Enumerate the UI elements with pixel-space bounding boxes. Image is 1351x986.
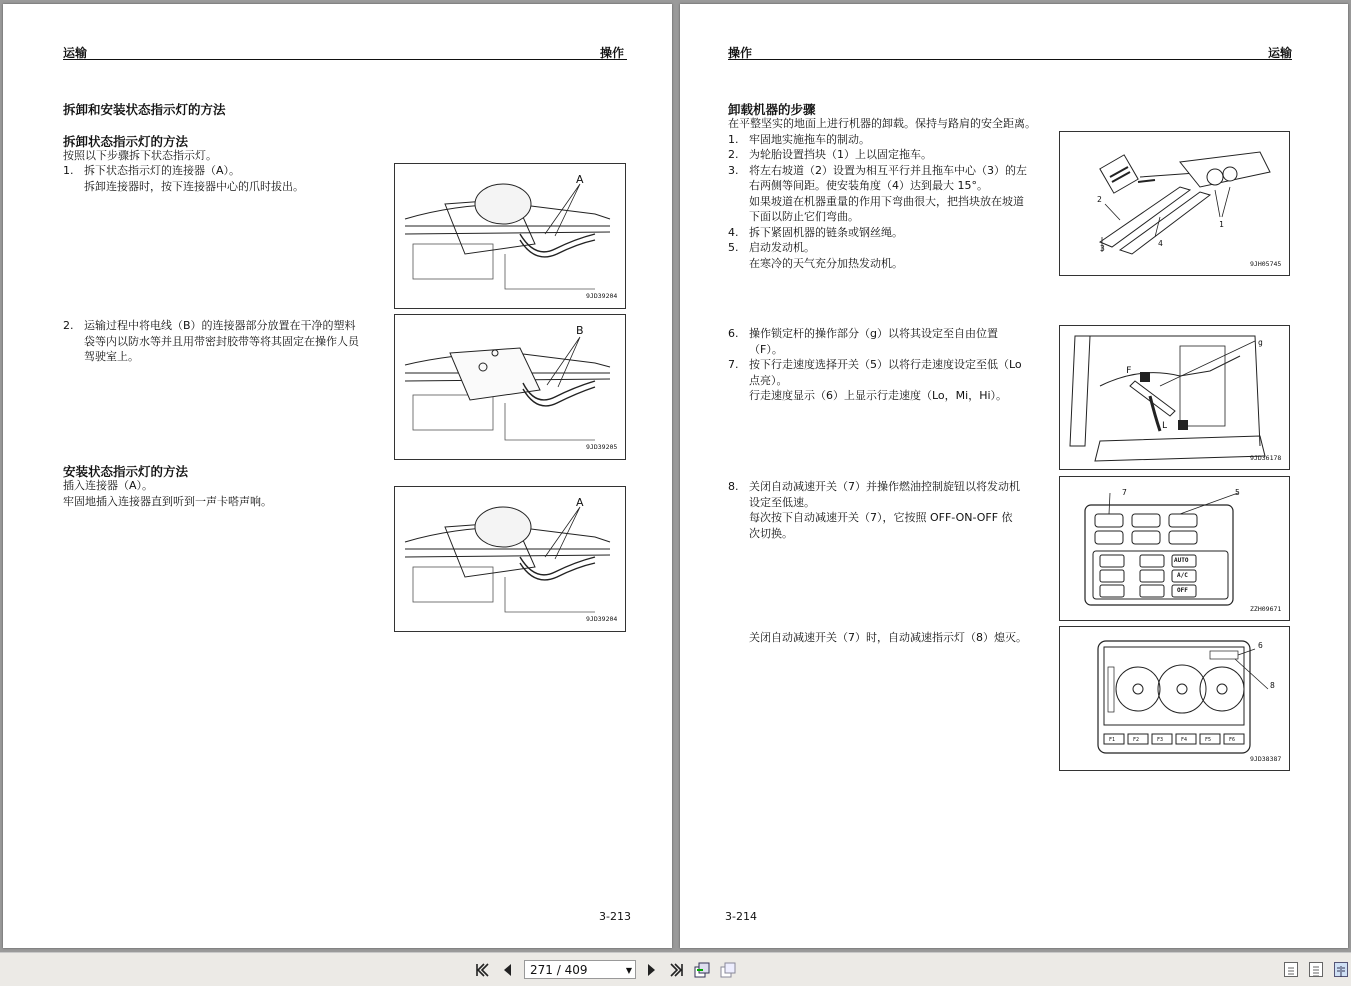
fig5-label-g: g: [1258, 338, 1263, 347]
fig7-fkey-f3: F3: [1157, 737, 1164, 743]
step1-line2: 拆卸连接器时，按下连接器中心的爪时拔出。: [84, 180, 304, 193]
figure-ramps: [1059, 131, 1290, 276]
fig2-label-b: B: [576, 324, 584, 337]
fig7-fkey-f4: F4: [1181, 737, 1188, 743]
fig1-code: 9JD39204: [586, 292, 618, 300]
fig4-label-1: 1: [1219, 220, 1224, 229]
figure-lock-lever: [1059, 325, 1290, 470]
s3-num: 3.: [728, 164, 739, 177]
sub2-line1: 插入连接器（A）。: [63, 479, 154, 492]
s6-line1: 操作锁定杆的操作部分（g）以将其设定至自由位置: [749, 327, 998, 340]
figure-connector-a: [394, 163, 626, 309]
sub1-title: 拆卸状态指示灯的方法: [63, 134, 189, 149]
step2-line2: 袋等内以防水等并且用带密封胶带等将其固定在操作人员: [84, 335, 359, 348]
fig2-code: 9JD39205: [586, 443, 618, 451]
s3-line3: 如果坡道在机器重量的作用下弯曲很大，把挡块放在坡道: [749, 195, 1024, 208]
previous-view-button[interactable]: [693, 961, 711, 979]
next-page-button[interactable]: [642, 961, 660, 979]
last-page-icon: [667, 961, 685, 979]
step2-line3: 驾驶室上。: [84, 350, 139, 363]
step2-num: 2.: [63, 319, 74, 332]
s8-line2: 设定至低速。: [749, 496, 815, 509]
header-left: 运输: [63, 46, 88, 60]
fig5-code: 9JD36178: [1250, 454, 1282, 462]
viewer-toolbar: [0, 952, 1351, 986]
fig4-label-2: 2: [1097, 195, 1102, 204]
continuous-view-button[interactable]: [1309, 962, 1323, 977]
first-page-button[interactable]: [474, 961, 492, 979]
s2-num: 2.: [728, 148, 739, 161]
previous-page-button[interactable]: [499, 961, 517, 979]
step1-line1: 拆下状态指示灯的连接器（A）。: [84, 164, 241, 177]
note: 关闭自动减速开关（7）时，自动减速指示灯（8）熄灭。: [749, 631, 1027, 644]
fig5-label-f: F: [1126, 366, 1132, 376]
fig4-code: 9JH05745: [1250, 260, 1282, 268]
fig7-fkey-f1: F1: [1109, 737, 1116, 743]
s4: 拆下紧固机器的链条或钢丝绳。: [749, 226, 903, 239]
fig4-label-3: 3: [1100, 244, 1105, 253]
s8-line3: 每次按下自动减速开关（7），它按照 OFF-ON-OFF 依: [749, 511, 1013, 524]
sub2-line2: 牢固地插入连接器直到听到一声卡嗒声响。: [63, 495, 272, 508]
sub2-title: 安装状态指示灯的方法: [63, 464, 189, 479]
figure-switch-panel: [1059, 476, 1290, 621]
facing-view-button[interactable]: [1334, 962, 1348, 977]
last-page-button[interactable]: [667, 961, 685, 979]
section-title: 拆卸和安装状态指示灯的方法: [63, 102, 226, 117]
header-rule: [728, 59, 1292, 60]
fig7-fkey-f5: F5: [1205, 737, 1212, 743]
s6-num: 6.: [728, 327, 739, 340]
left-page: [3, 4, 672, 948]
s1: 牢固地实施拖车的制动。: [749, 133, 870, 146]
sub1-intro: 按照以下步骤拆下状态指示灯。: [63, 149, 217, 162]
page-indicator: 271 / 409: [530, 963, 588, 977]
fig6-key-ac: A/C: [1177, 572, 1188, 579]
ramp-illustration: [1060, 132, 1289, 275]
s7-num: 7.: [728, 358, 739, 371]
fig4-label-4: 4: [1158, 239, 1163, 248]
header-right: 操作: [600, 46, 625, 60]
section-title: 卸载机器的步骤: [728, 102, 816, 117]
page-number: 3-214: [725, 910, 757, 923]
header-rule: [63, 59, 627, 60]
fig6-code: ZZH09671: [1250, 605, 1282, 613]
fig6-label-5: 5: [1235, 488, 1240, 497]
install-illustration: [395, 487, 625, 631]
next-view-button[interactable]: [719, 961, 737, 979]
header-left: 操作: [728, 46, 753, 60]
s7-line2: 点亮）。: [749, 374, 788, 387]
next-page-icon: [642, 961, 660, 979]
s3-line1: 将左右坡道（2）设置为相互平行并且拖车中心（3）的左: [749, 164, 1027, 177]
connector-illustration: [395, 164, 625, 308]
chevron-down-icon[interactable]: ▼: [625, 966, 632, 975]
s5-line2: 在寒冷的天气充分加热发动机。: [749, 257, 903, 270]
fig7-fkey-f6: F6: [1229, 737, 1236, 743]
continuous-page-icon: [1310, 965, 1322, 978]
next-view-icon: [719, 961, 737, 979]
s8-num: 8.: [728, 480, 739, 493]
s4-num: 4.: [728, 226, 739, 239]
s8-line4: 次切换。: [749, 527, 793, 540]
fig7-fkey-f2: F2: [1133, 737, 1140, 743]
s3-line2: 右两侧等间距。使安装角度（4）达到最大 15°。: [749, 179, 988, 192]
page-number: 3-213: [599, 910, 631, 923]
monitor-illustration: [1060, 627, 1289, 770]
step1-num: 1.: [63, 164, 74, 177]
step2-line1: 运输过程中将电线（B）的连接器部分放置在干净的塑料: [84, 319, 356, 332]
facing-page-icon: [1335, 965, 1347, 978]
page-number-input[interactable]: [524, 960, 636, 979]
figure-install-a: [394, 486, 626, 632]
s7-line1: 按下行走速度选择开关（5）以将行走速度设定至低（Lo: [749, 358, 1022, 371]
fig7-label-6: 6: [1258, 641, 1263, 650]
header-right: 运输: [1268, 46, 1293, 60]
s5-line1: 启动发动机。: [749, 241, 815, 254]
right-page: [680, 4, 1348, 948]
single-page-icon: [1285, 965, 1297, 978]
s5-num: 5.: [728, 241, 739, 254]
figure-monitor: [1059, 626, 1290, 771]
fig6-key-auto: AUTO: [1174, 557, 1189, 564]
fig6-label-7: 7: [1122, 488, 1127, 497]
previous-page-icon: [499, 961, 517, 979]
fig7-code: 9JD38387: [1250, 755, 1282, 763]
s3-line4: 下面以防止它们弯曲。: [749, 210, 859, 223]
previous-view-icon: [693, 961, 711, 979]
fig7-label-8: 8: [1270, 681, 1275, 690]
fig3-label-a: A: [576, 496, 584, 509]
fig3-code: 9JD39204: [586, 615, 618, 623]
s8-line1: 关闭自动减速开关（7）并操作燃油控制旋钮以将发动机: [749, 480, 1020, 493]
lock-lever-illustration: [1060, 326, 1289, 469]
s6-line2: （F）。: [749, 343, 783, 356]
switch-panel-illustration: [1060, 477, 1289, 620]
s1-num: 1.: [728, 133, 739, 146]
s7-line3: 行走速度显示（6）上显示行走速度（Lo，Mi，Hi）。: [749, 389, 1008, 402]
wire-illustration: [395, 315, 625, 459]
fig1-label-a: A: [576, 173, 584, 186]
intro: 在平整坚实的地面上进行机器的卸载。保持与路肩的安全距离。: [728, 117, 1036, 130]
first-page-icon: [474, 961, 492, 979]
single-page-view-button[interactable]: [1284, 962, 1298, 977]
s2: 为轮胎设置挡块（1）上以固定拖车。: [749, 148, 932, 161]
fig6-key-off: OFF: [1177, 587, 1188, 594]
fig5-label-l: L: [1162, 421, 1168, 431]
figure-wire-b: [394, 314, 626, 460]
